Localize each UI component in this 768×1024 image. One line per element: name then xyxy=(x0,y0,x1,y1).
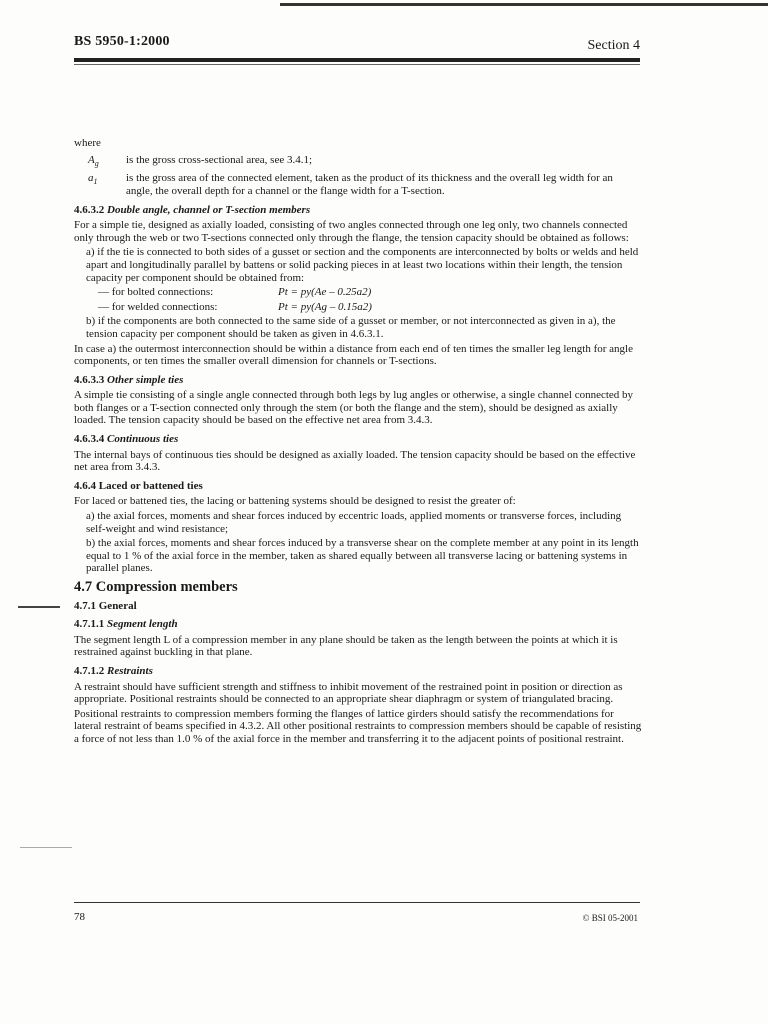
header-rule-thin xyxy=(74,64,640,65)
page-header xyxy=(74,34,640,54)
section-label: Section 4 xyxy=(587,38,640,53)
page-number: 78 xyxy=(74,911,85,923)
definition-text: is the gross cross-sectional area, see 3.4.1; xyxy=(126,153,313,166)
clause-heading: 4.7.1.1 Segment length xyxy=(74,618,178,631)
footer-rule xyxy=(74,902,640,903)
where-label: where xyxy=(74,137,101,149)
header-rule xyxy=(74,58,640,62)
section-heading: 4.7 Compression members xyxy=(74,579,238,595)
clause-heading: 4.7.1.2 Restraints xyxy=(74,664,153,677)
paragraph: A simple tie consisting of a single angle connected through both legs by lug angles or otherwise, a single channel connected by both flanges or a T-section connected only through the stem (or both the flange and the stem), should be designed as axially loaded. The tension capacity should be based on the effective net area from 3.4.3. xyxy=(74,389,634,427)
paragraph: In case a) the outermost interconnection should be within a distance from each end of ten times the smaller leg length for angle components, or ten times the smaller overall dimension for channels or T-sections. xyxy=(74,342,633,368)
definition-text: is the gross area of the connected element, taken as the product of its thickness and the overall leg width for an angle, the overall depth for a channel or the flange width for a T-section. xyxy=(126,172,613,197)
copyright: © BSI 05-2001 xyxy=(582,913,638,923)
clause-heading: 4.6.3.2 Double angle, channel or T-section members xyxy=(74,203,311,216)
formula-label: — for bolted connections: xyxy=(98,286,214,299)
clause-heading: 4.6.3.3 Other simple ties xyxy=(74,373,184,386)
paragraph: A restraint should have sufficient strength and stiffness to inhibit movement of the restrained point in position or direction as appropriate. Positional restraints should be connected to an appropriate shear diaphragm or system of triangulated bracing. xyxy=(74,680,623,706)
paragraph: For a simple tie, designed as axially loaded, consisting of two angles connected through one leg only, two channels connected only through the web or two T-sections connected only through the flange, the tension capacity should be obtained as follows: xyxy=(74,219,629,244)
clause-heading: 4.6.4 Laced or battened ties xyxy=(74,479,203,492)
standard-title: BS 5950-1:2000 xyxy=(74,34,170,49)
formula: Pt = py(Ag – 0.15a2) xyxy=(278,300,372,313)
list-item: a) if the tie is connected to both sides of a gusset or section and the components are interconnected by bolts or welds and held apart and longitudinally parallel by battens or solid packing pieces in at least two locations within their length, the tension capacity per component should be obtained from: xyxy=(86,246,639,284)
symbol: $A_g$ xyxy=(88,153,99,168)
formula-row xyxy=(98,301,642,314)
top-rule xyxy=(280,3,768,6)
page-body xyxy=(74,137,642,748)
formula: Pt = py(Ae – 0.25a2) xyxy=(278,286,372,299)
paragraph: For laced or battened ties, the lacing or battening systems should be designed to resist the greater of: xyxy=(74,495,516,508)
paragraph: Positional restraints to compression members forming the flanges of lattice girders should satisfy the recommendations for lateral restraint of beams specified in 4.3.2. All other positional restraints to compression members should be capable of resisting a force of not less than 1.0 % of the axial force in the member and transferring it to the adjacent points of positional restraint. xyxy=(74,707,642,745)
clause-heading: 4.7.1 General xyxy=(74,599,137,612)
clause-heading: 4.6.3.4 Continuous ties xyxy=(74,433,179,446)
formula-label: — for welded connections: xyxy=(98,300,218,313)
definition-row xyxy=(88,154,642,171)
margin-change-mark xyxy=(18,606,60,608)
definition-row xyxy=(88,172,642,197)
paragraph: The internal bays of continuous ties should be designed as axially loaded. The tension capacity should be based on the effective net area from 3.4.3. xyxy=(74,448,636,474)
list-item: a) the axial forces, moments and shear forces induced by eccentric loads, applied moments or transverse forces, including self-weight and wind resistance; xyxy=(86,510,622,535)
symbol-definitions xyxy=(88,154,642,198)
list-item: b) if the components are both connected to the same side of a gusset or member, or not interconnected as given in a), the tension capacity per component should be taken as given in 4.6.3.1. xyxy=(86,315,616,340)
paragraph: The segment length L of a compression member in any plane should be taken as the length between the points at which it is restrained against buckling in that plane. xyxy=(74,633,618,659)
margin-change-mark xyxy=(20,847,72,848)
formula-row xyxy=(98,286,642,299)
list-item: b) the axial forces, moments and shear forces induced by a transverse shear on the complete member at any point in its length equal to 1 % of the axial force in the member, taken as shared equally between all transverse lacing or battening systems in parallel planes. xyxy=(86,537,639,575)
symbol: $a_1$ xyxy=(88,172,98,187)
